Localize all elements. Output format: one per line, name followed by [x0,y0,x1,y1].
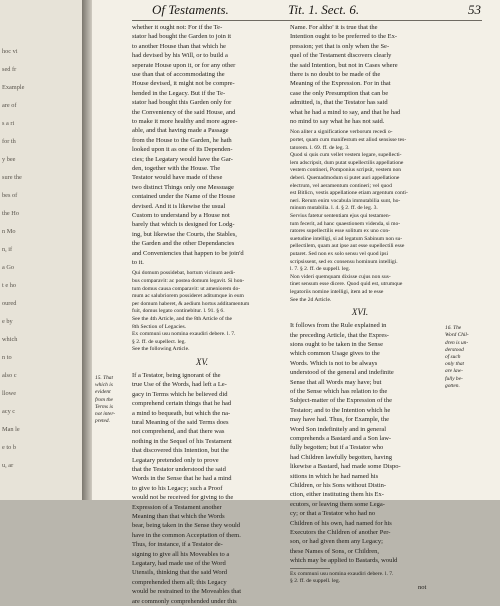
footnote-line: Non videri quemquam dixisse cujus non sus- [290,273,391,280]
text-line: Meaning of the Expression. For in that [290,80,391,88]
text-line: these Names of Sons, or Children, [290,547,380,555]
footnote-line: electrum, vel aeramentum contineri; vel quod [290,182,392,189]
margin-note-line: derstood [445,346,464,353]
margin-note-line: 15. That [95,375,113,381]
footnote-line: suetudine intelligi, si ad legatum Sabinum non su- [290,235,403,242]
text-line: comprehended them all; this Legacy [132,578,227,586]
margin-note-line: dren is un- [445,339,469,346]
text-line: Testator would have made of these [132,174,223,182]
text-line: looked upon it as one of its Dependen- [132,146,233,154]
text-line: likewise a Bastard, had made some Dispo- [290,463,401,471]
footnote-line: tatorem. l. 69. ff. de leg. 3. [290,144,350,151]
footnote-line: § 2. ff. de suppell. leg. [290,578,341,585]
text-line: contained under the Name of the House [132,193,236,201]
footnote-line: neri. Rerum enim vocabula immutabilia sunt, ho- [290,197,401,204]
footnote-line: pellectilem, quam aut ipse aut esse supellectili esse [290,243,405,250]
footnote-line: Ex communi usu nomina exaudiri debere. l. 7. [290,570,394,577]
left-page-line: the Ho [2,210,19,217]
left-page-line: e by [2,318,13,325]
text-line: not comprehend, and that there was [132,428,225,436]
left-page-line: sure the [2,174,22,181]
footnote-line: See the following Article. [132,346,190,353]
text-line: had Children lawfully begotten, having [290,453,392,461]
footnote-line: mum ac salubriorem possideret aditumque in eum [132,293,244,300]
footnote-line: ratores supellectilis esse solitum ex uno con- [290,228,391,235]
text-line: comprehend certain things that he had [132,400,232,408]
footnote-line: minum mutabilia. l. 4. § 2. ff. de leg. 3. [290,205,378,212]
footnote-line: bus comparavit: ac postea domum legavit. Si hon- [132,278,245,284]
left-page-line: n to [2,354,12,361]
text-line: the Conveniency of the said House, and [132,108,236,116]
text-line: stator had bought the Garden to join it [132,33,232,41]
text-line: Subject-matter of the Expression of the [290,397,392,405]
book-gutter [82,0,92,500]
text-line: of the Sense which has relation to the [290,388,388,395]
text-line: Intention ought to be preferred to the Ex- [290,33,398,41]
margin-note-line: Word Chil- [445,332,469,339]
footnote-line: est Bitlicn, vestis appellatione etiam argentum conti- [290,190,408,197]
section-reference: Tit. 1. Sect. 6. [288,2,360,17]
left-page-line: y bee [2,156,16,163]
footnote-line: portet, quam cum manifestum est aliud sensisse tes- [290,137,407,143]
text-line: quel of the Testament discovers clearly [290,52,392,60]
margin-note-line: 16. The [445,325,462,332]
footnote-line: Ex communi usu nomina exaudiri debere. l. 7. [132,331,236,338]
text-line: admitted, is, that the Testator has said [290,99,388,107]
footnote-line: vestem contineri, Pomponius scripsit, vestem non [290,167,402,174]
running-title: Of Testaments. [152,2,229,17]
text-line: cy; or that a Testator who had no [290,510,376,518]
text-line: ction, either instituting them his Ex- [290,491,384,499]
text-line: sitions in which he had named his [290,472,379,480]
page-number: 53 [468,2,481,17]
text-line: signing to give all his Moveables to a [132,550,230,558]
text-line: Words in the Sense that he had a mind [132,475,232,483]
text-line: hended in the Legacy. But if the Te- [132,89,226,97]
text-line: tural Meaning of the said Terms does [132,419,229,426]
left-page-line: hoc vi [2,48,18,55]
footnote-line: Qui domum possidebat, hortum vicinum aedi- [132,270,236,277]
text-line: It follows from the Rule explained in [290,322,387,330]
left-page-line: bes of [2,192,18,199]
text-line: to another House than that which he [132,42,226,50]
footnote-line: 8th Section of Legacies. [132,323,187,330]
header-rule [132,20,482,21]
text-line: would not be received for giving to the [132,494,234,502]
left-page-line: also c [2,372,17,379]
text-line: that discovered this Intention, but the [132,447,229,455]
text-line: Custom to understand by a House not [132,212,230,219]
footnote-line: legatoriis nomine intelligi, item ad te esse [290,289,384,295]
left-page-line: oured [2,300,17,307]
section-number: XVI. [351,307,369,318]
text-line: ecutors, or leaving them some Lega- [290,500,385,508]
footnote-line: fuit, domus legato continebitur. l. 91. § 6. [132,308,225,315]
text-line: to give to his Legacy; such a Proof [132,484,223,492]
footnote-line: putaret. Sed non ex solo sensu vel quod ipsi [290,251,389,257]
text-line: fully begotten; but if a Testator who [290,444,384,452]
left-page-line: n, if [2,246,13,253]
footnote-line: scripsissent, sed ex consensu hominum intelligi. [290,258,398,265]
left-page [0,0,83,500]
text-line: the preceding Article, that the Expres- [290,331,389,339]
left-page-line: Man le [2,426,20,433]
left-page-line: are of [2,102,17,109]
text-line: that the Testator understood the said [132,466,226,473]
text-line: Utensils, thinking that the said Word [132,569,228,577]
text-line: understood of the general and indefinite [290,369,394,377]
text-line: use than that of accommodating the [132,71,225,78]
left-page-line: for th [2,138,16,145]
text-line: would be restrained to the Moveables that [132,588,242,596]
margin-note-line: preted. [95,418,110,425]
text-line: Name. For altho' it is true that the [290,24,378,31]
footnote-line: tum fecerit, ad hanc quaestionem videnda, si mo- [290,220,401,227]
text-line: Expression of a Testament another [132,503,222,511]
footnote-line: Non aliter a significatione verborum recedi o- [290,129,393,136]
left-page-line: sed fr [2,66,17,73]
text-line: Children, or his Sons without Distin- [290,482,387,489]
text-line: den, together with the House. The [132,165,221,172]
text-line: comprehends a Bastard and a Son law- [290,435,392,442]
text-line: are commonly comprehended under this [132,597,237,605]
left-page-line: a Go [2,264,15,271]
left-page-line: u, ar [2,462,14,469]
text-line: what he had a mind to say, and that he had [290,108,401,116]
text-line: ing, but likewise the Courts, the Stables, [132,230,237,238]
margin-note-line: gotten. [445,382,460,389]
footnote-line: Quod si quis cum vellet vestem legare, supellecti- [290,152,402,159]
footnote-line: deberi. Quemadmodum si putet auri appellatione [290,175,400,181]
footnote-line: Servius fatetur sententiam ejus qui testamen- [290,213,391,219]
text-line: sions ought to be taken in the Sense [290,341,383,348]
text-line: whether it ought not: For if the Te- [132,24,223,31]
text-line: to it. [132,259,144,266]
text-line: Thus, for instance, if a Testator de- [132,541,223,549]
text-line: House devised, it might not be compre- [132,80,235,88]
footnote-line: tinet sensum esse dicere. Quod quid est, utrumque [290,281,403,288]
text-line: Meaning than that which the Words [132,513,225,520]
footnote-line: tum domus causa comparavit: ut ameniorem do- [132,285,241,292]
text-line: Legatary pretended only to prove [132,456,219,464]
text-line: the said Intention, but not in Cases where [290,61,398,69]
text-line: Executors the Children of another Per- [290,529,391,536]
footnote-line: per domum haberet, & aedium hortus additamentum [132,300,250,307]
margin-note-line: only that [445,361,465,368]
text-line: there is no doubt to be made of the [290,71,381,78]
margin-note-line: not inter- [95,411,116,417]
text-line: barely that which is designed for Lodg- [132,221,235,229]
text-line: cies; the Legatary would have the Gar- [132,155,233,163]
catchword: not [418,583,427,591]
left-page-line: acy c [2,408,16,415]
left-page-line: e to b [2,444,16,451]
text-line: son, or had given them any Legacy; [290,538,383,546]
text-line: devised. And it is likewise the usual [132,202,226,210]
left-page-line: Example [2,84,25,91]
text-line: able, and that having made a Passage [132,127,229,135]
text-line: two distinct Things only one Messuage [132,183,234,191]
text-line: pression; yet that is only when the Se- [290,42,390,50]
text-line: which may be applied to Bastards, would [290,557,398,565]
text-line: true Use of the Words, had left a Le- [132,381,227,389]
text-line: Words. Which is not to be always [290,359,378,367]
margin-note-line: from the [95,396,113,403]
text-line: and Conveniencies that happen to be join'd [132,249,244,257]
right-page [92,0,500,605]
text-line: a mind to bequeath, but which the na- [132,409,231,417]
margin-note-line: are law- [445,368,463,375]
footnote-line: See the 4th Article, and the 8th Article of the [132,316,233,322]
footnote-line: lem adscripsit, dum putat supellectilis appellatione [290,159,404,166]
text-line: Testator; and to the Intention which he [290,406,391,414]
text-line: bear, being taken in the Sense they would [132,522,241,530]
text-line: stator had bought this Garden only for [132,99,232,107]
text-line: to make it more healthy and more agree- [132,118,238,125]
section-number: XV. [195,357,209,367]
text-line: gacy in Terms which he believed did [132,390,228,398]
margin-note-line: evident [95,389,111,396]
text-line: had devised by his Will, or to build a [132,52,228,60]
footnote-line: § 2. ff. de supellect. leg. [132,338,186,345]
text-line: If a Testator, being ignorant of the [132,372,221,379]
left-page-line: s a ri [2,120,15,127]
margin-note-line: which is [95,382,113,389]
text-line: no mind to say what he has not said. [290,118,385,125]
left-page-line: n Mo [2,228,16,235]
text-line: Children of his own, had named for his [290,519,392,527]
text-line: may have had. Thus, for Example, the [290,416,389,424]
text-line: case the only Presumption that can be [290,89,389,97]
text-line: which common Usage gives to the [290,350,380,358]
text-line: seperate House upon it, or for any other [132,61,236,69]
left-page-line: t e ho [2,282,16,289]
text-line: Sense that all Words may have; but [290,378,382,386]
footnote-rule [290,568,330,569]
margin-note-line: fully be- [445,375,463,382]
footnote-line: See the 2d Article. [290,296,332,303]
margin-note-line: of such [445,354,461,360]
text-line: Word Son indefinitely and in general [290,425,387,433]
footnote-line: l. 7. § 2. ff. de suppell. leg. [290,266,351,273]
left-page-line: which [2,336,18,343]
margin-note-line: Terms is [95,403,113,410]
text-line: Legatary, had made use of the Word [132,560,226,567]
text-line: the Garden and the other Dependancies [132,240,235,248]
text-line: from the House to the Garden, he hath [132,136,232,144]
text-line: nothing in the Sequel of his Testament [132,437,232,445]
text-line: have in the common Acceptation of them. [132,531,241,539]
left-page-line: llowe [2,390,16,397]
